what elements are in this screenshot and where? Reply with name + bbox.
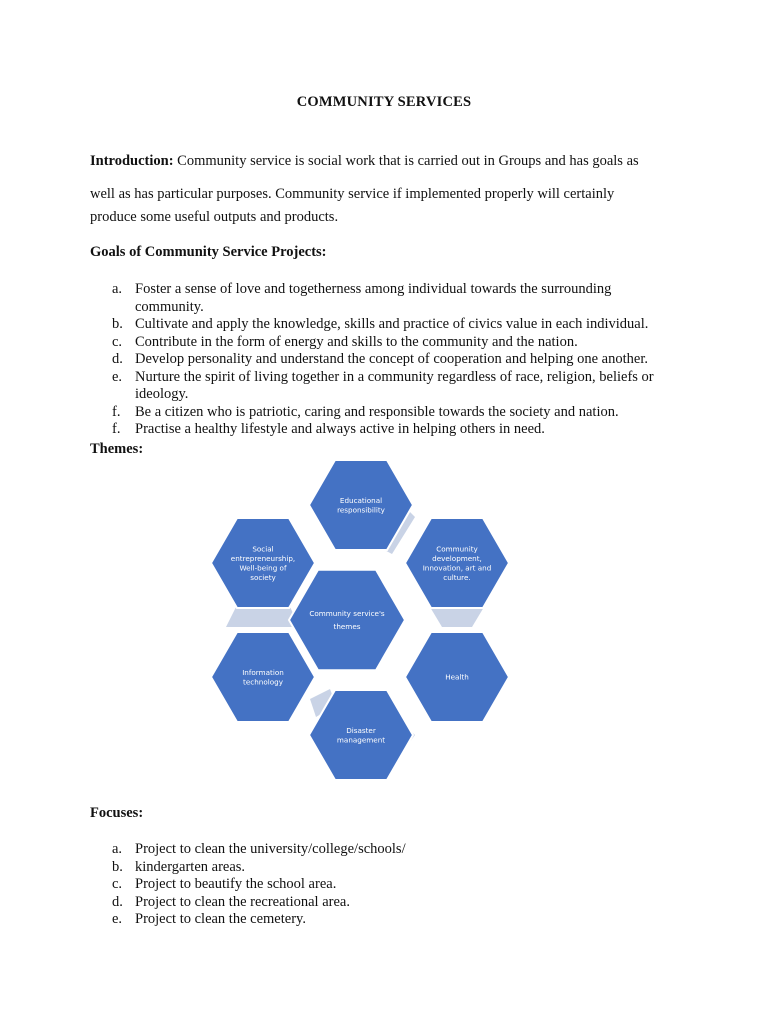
focus-item: e. Project to clean the cemetery. [112,911,306,927]
theme-disaster-management-label: Disaster [346,725,376,735]
goal-item: f. Practise a healthy lifestyle and always active in helping others in need. [112,421,545,437]
intro-text-1: Community service is social work that is carried out in Groups and has goals as [177,153,639,169]
theme-community-development [405,518,509,608]
theme-community-development-label: culture. [443,572,471,582]
theme-educational-label: Educational [339,495,383,505]
intro-line-2: well as has particular purposes. Community service if implemented properly will certainly [90,186,615,202]
goals-heading: Goals of Community Service Projects: [90,244,327,260]
hexagon-connector [226,607,300,627]
theme-educational-label: responsibility [337,505,385,515]
theme-center-hexagon [289,570,405,670]
theme-information-technology-label: Information [242,667,284,677]
page-title: COMMUNITY SERVICES [296,94,472,110]
focus-item: c. Project to beautify the school area. [112,876,337,892]
themes-heading: Themes: [90,441,144,457]
theme-health-label: Health [445,672,469,682]
goal-item: d. Develop personality and understand the concept of cooperation and helping one another. [112,351,648,367]
focus-item: d. Project to clean the recreational area. [112,893,350,910]
themes-hexagon-diagram [200,455,520,785]
theme-disaster-management-label: management [336,735,386,745]
theme-community-development-label: Community [436,544,478,554]
intro-label: Introduction: [90,153,174,169]
theme-center-label: Community service's [309,609,385,618]
focuses-heading: Focuses: [90,805,144,821]
theme-social-entrepreneurship-label: entrepreneurship, [230,553,296,563]
goal-item: b. Cultivate and apply the knowledge, skills and practice of civics value in each individual. [112,316,649,332]
theme-social-entrepreneurship-label: Social [252,544,274,554]
goal-item: e. Nurture the spirit of living together in a community regardless of race, religion, beliefs or [112,368,654,385]
goal-item: c. Contribute in the form of energy and skills to the community and the nation. [112,333,578,350]
goal-item-continuation: ideology. [135,386,189,402]
theme-information-technology-label: technology [243,677,283,687]
goal-item-continuation: community. [135,298,204,315]
theme-center-label: themes [333,622,361,631]
goals-list [90,281,690,439]
theme-social-entrepreneurship [211,518,315,608]
intro-line-3: produce some useful outputs and products. [90,209,339,225]
theme-social-entrepreneurship-label: society [250,572,276,582]
theme-center [289,570,405,670]
focuses-list [90,841,690,929]
goal-item: a. Foster a sense of love and togetherness among individual towards the surrounding [112,281,612,297]
theme-information-technology [211,632,315,722]
goal-item: f. Be a citizen who is patriotic, caring and responsible towards the society and nation. [112,403,619,420]
theme-social-entrepreneurship-label: Well-being of [239,563,287,573]
hexagon-connector [430,607,484,627]
focus-item: a. Project to clean the university/college/schools/ [112,841,406,857]
theme-community-development-label: development, [432,553,482,563]
focus-item: b. kindergarten areas. [112,858,246,875]
theme-health [405,632,509,722]
intro-line-1 [90,153,690,170]
theme-community-development-label: Innovation, art and [422,563,492,573]
